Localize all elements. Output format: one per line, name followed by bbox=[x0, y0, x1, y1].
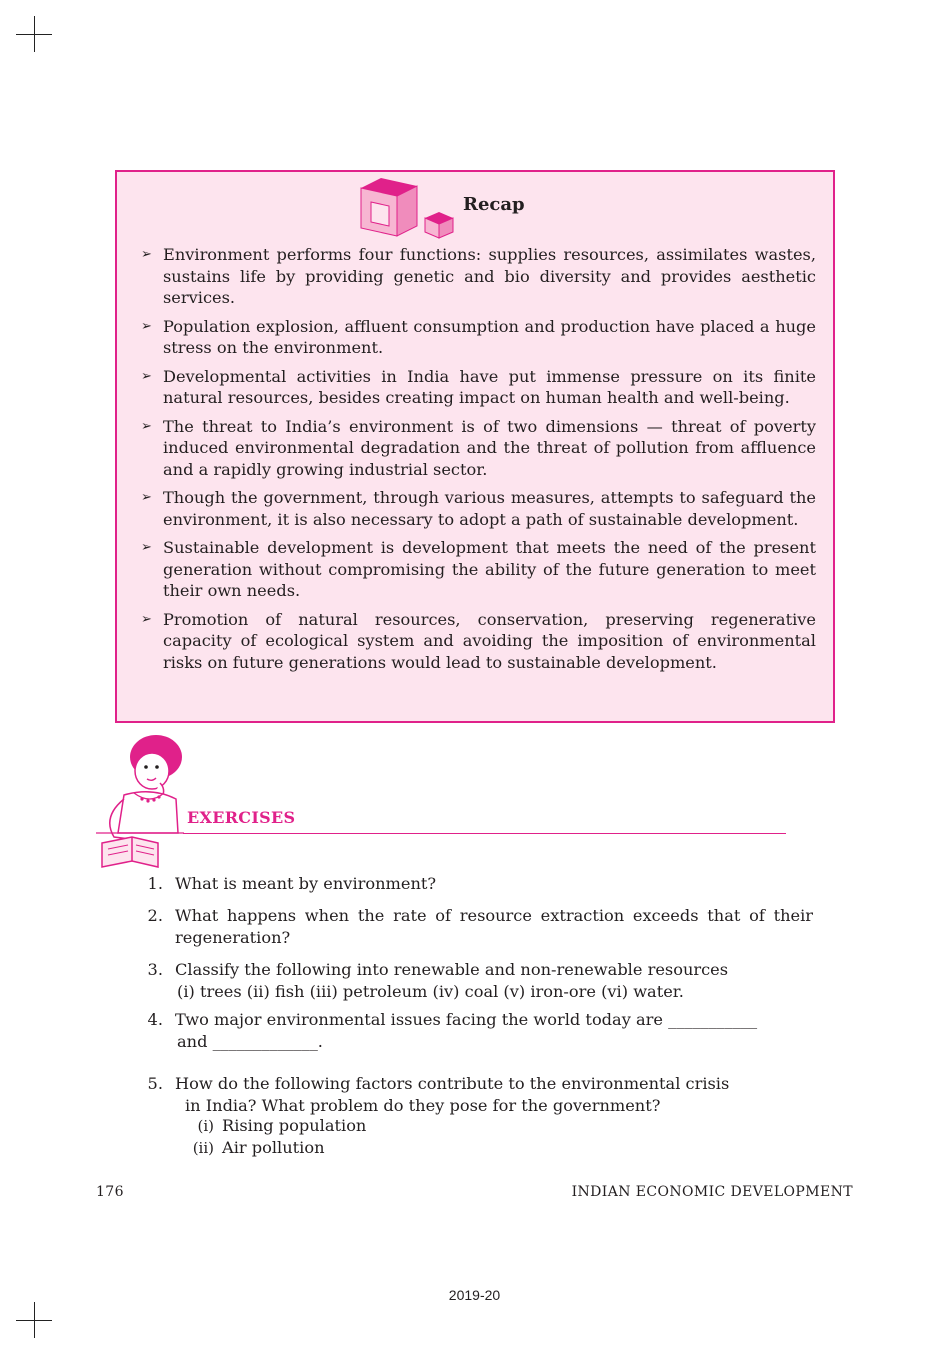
subitem-number: (i) bbox=[197, 1117, 214, 1135]
exercise-question-4 bbox=[141, 1009, 813, 1052]
recap-cubes-icon bbox=[359, 176, 459, 240]
question-5-subitem bbox=[178, 1115, 366, 1138]
arrowhead-bullet-icon: ➢ bbox=[141, 318, 152, 334]
arrowhead-bullet-icon: ➢ bbox=[141, 540, 152, 555]
exercise-question-3 bbox=[141, 959, 813, 1002]
arrowhead-bullet-icon: ➢ bbox=[141, 247, 152, 262]
question-number: 1. bbox=[147, 874, 163, 893]
arrowhead-bullet-icon: ➢ bbox=[141, 368, 152, 384]
question-number: 5. bbox=[147, 1074, 163, 1093]
recap-item: ➢ Population explosion, affluent consumption and production have placed a huge stress on the environment. bbox=[141, 316, 816, 357]
page-number: 176 bbox=[96, 1184, 124, 1200]
question-text: What happens when the rate of resource extraction exceeds that of their regeneration? bbox=[175, 906, 813, 947]
subitem-text: Air pollution bbox=[222, 1138, 325, 1157]
arrowhead-bullet-icon: ➢ bbox=[141, 418, 152, 434]
question-number: 4. bbox=[147, 1010, 163, 1029]
running-footer-title: INDIAN ECONOMIC DEVELOPMENT bbox=[571, 1184, 853, 1200]
recap-item: ➢ The threat to India’s environment is of two dimensions — threat of poverty induced environmental degradation and the threat of pollution from affluence and a rapidly growing industrial sector. bbox=[141, 416, 816, 479]
recap-box bbox=[115, 170, 835, 723]
exercises-divider bbox=[183, 833, 786, 834]
recap-item: ➢ Promotion of natural resources, conservation, preserving regenerative capacity of ecological system and avoiding the imposition of environmental risks on future generations would lead to sustainable development. bbox=[141, 609, 816, 672]
exercise-question-2 bbox=[141, 905, 813, 948]
edition-year: 2019-20 bbox=[448, 1287, 501, 1303]
question-text-continued: (i) trees (ii) fish (iii) petroleum (iv) coal (v) iron-ore (vi) water. bbox=[177, 981, 684, 1001]
question-text: How do the following factors contribute to the environmental crisis bbox=[175, 1074, 730, 1093]
question-text-continued: in India? What problem do they pose for the government? bbox=[185, 1095, 661, 1115]
recap-item: ➢ Environment performs four functions: supplies resources, assimilates wastes, sustains life by providing genetic and bio diversity and provides aesthetic services. bbox=[141, 245, 816, 307]
thinking-child-reading-icon bbox=[94, 733, 190, 871]
question-number: 3. bbox=[147, 960, 163, 979]
question-number: 2. bbox=[147, 906, 163, 925]
recap-item: ➢ Though the government, through various measures, attempts to safeguard the environment, it is also necessary to adopt a path of sustainable development. bbox=[141, 488, 816, 529]
recap-title: Recap bbox=[463, 194, 525, 215]
exercise-question-1 bbox=[141, 873, 813, 895]
question-text: Classify the following into renewable and non-renewable resources bbox=[175, 960, 729, 979]
subitem-number: (ii) bbox=[192, 1139, 214, 1157]
question-text: Two major environmental issues facing the world today are ___________ bbox=[175, 1010, 758, 1029]
arrowhead-bullet-icon: ➢ bbox=[141, 611, 152, 627]
exercises-title: EXERCISES bbox=[187, 808, 296, 827]
recap-item: ➢ Developmental activities in India have put immense pressure on its finite natural resources, besides creating impact on human health and well-being. bbox=[141, 366, 816, 407]
arrowhead-bullet-icon: ➢ bbox=[141, 490, 152, 505]
question-5-subitem bbox=[178, 1137, 325, 1160]
subitem-text: Rising population bbox=[222, 1116, 367, 1135]
recap-list bbox=[141, 244, 816, 680]
question-text: What is meant by environment? bbox=[175, 874, 437, 893]
recap-item: ➢ Sustainable development is development that meets the need of the present generation without compromising the ability of the future generation to meet their own needs. bbox=[141, 538, 816, 600]
question-text-continued: and _____________. bbox=[177, 1031, 323, 1051]
exercise-question-5 bbox=[141, 1073, 813, 1116]
